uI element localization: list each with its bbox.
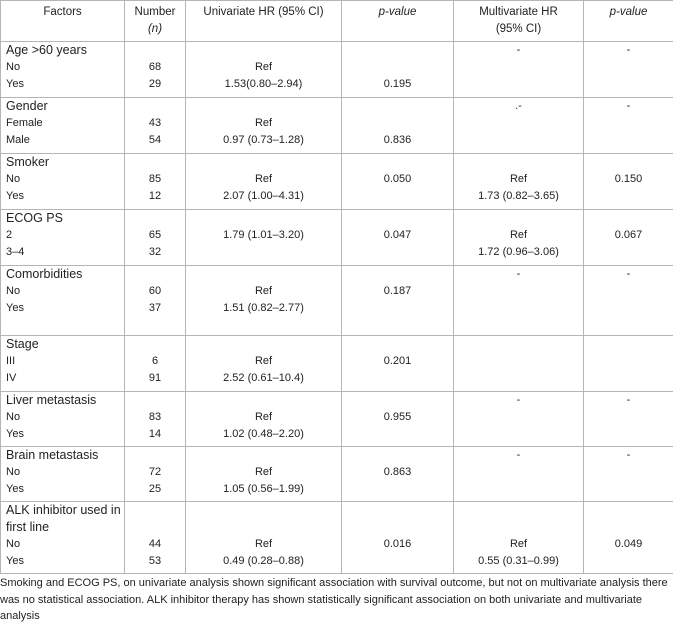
level: Yes: [6, 555, 24, 567]
factor-name: Gender: [6, 99, 48, 113]
p-value: 0.863: [383, 466, 412, 478]
hr-value: 0.49 (0.28–0.88): [223, 555, 304, 567]
pvalue-cell: [342, 98, 454, 154]
factor-name: first line: [6, 520, 50, 534]
level: Yes: [6, 428, 24, 440]
factor-cell: [1, 447, 125, 502]
factor-name: ECOG PS: [6, 211, 63, 225]
n-value: 43: [148, 117, 162, 129]
pvalue-cell: [584, 154, 673, 210]
hr-value: 1.79 (1.01–3.20): [223, 229, 304, 241]
pvalue-cell: [584, 502, 673, 574]
p-value: 0.049: [614, 538, 643, 550]
p-value: 0.047: [383, 229, 412, 241]
factor-name: Comorbidities: [6, 267, 83, 281]
p-value: 0.016: [383, 538, 412, 550]
level: Yes: [6, 483, 24, 495]
hr-value: .-: [515, 100, 522, 112]
pvalue-cell: [342, 154, 454, 210]
level: Yes: [6, 190, 24, 202]
n-value: 65: [148, 229, 162, 241]
hr-value: 2.52 (0.61–10.4): [223, 372, 304, 384]
univariate-cell: [186, 392, 342, 447]
header-number: [125, 1, 186, 42]
level: No: [6, 61, 21, 73]
hr-value: Ref: [509, 173, 528, 185]
n-value: 54: [148, 134, 162, 146]
hr-value: Ref: [254, 61, 273, 73]
p-value: 0.836: [383, 134, 412, 146]
factor-cell: [1, 392, 125, 447]
pvalue-cell: [584, 98, 673, 154]
univariate-cell: [186, 98, 342, 154]
header-multivariate-sub: (95% CI): [495, 23, 542, 35]
factor-cell: [1, 98, 125, 154]
n-value: 85: [148, 173, 162, 185]
table-row: [1, 154, 673, 210]
header-pvalue-2: [584, 1, 673, 42]
level: IV: [6, 372, 17, 384]
hr-value: Ref: [509, 538, 528, 550]
header-row: [1, 1, 673, 42]
factor-cell: [1, 210, 125, 266]
p-value: 0.050: [383, 173, 412, 185]
level: 2: [6, 229, 13, 241]
factor-cell: [1, 42, 125, 98]
univariate-cell: [186, 447, 342, 502]
hr-value: Ref: [254, 285, 273, 297]
multivariate-cell: [454, 154, 584, 210]
n-value: 25: [148, 483, 162, 495]
univariate-cell: [186, 266, 342, 336]
multivariate-cell: [454, 392, 584, 447]
pvalue-cell: [584, 266, 673, 336]
hr-value: Ref: [254, 173, 273, 185]
number-cell: [125, 266, 186, 336]
univariate-cell: [186, 154, 342, 210]
hr-value: Ref: [254, 411, 273, 423]
hr-value: 1.05 (0.56–1.99): [223, 483, 304, 495]
pvalue-cell: [342, 336, 454, 392]
number-cell: [125, 98, 186, 154]
number-cell: [125, 154, 186, 210]
table-row: [1, 98, 673, 154]
table-footnote: Smoking and ECOG PS, on univariate analysis shown significant association with survival outcome, but not on multivariate analysis there was no statistical association. ALK inhibitor therapy has shown statistically significant association on both univariate and multivariate analysis: [0, 577, 668, 622]
level: Female: [6, 117, 43, 129]
hr-value: 1.53(0.80–2.94): [224, 78, 303, 90]
number-cell: [125, 42, 186, 98]
factor-name: Age >60 years: [6, 43, 87, 57]
table-row: [1, 336, 673, 392]
multivariate-cell: [454, 266, 584, 336]
n-value: 91: [148, 372, 162, 384]
n-value: 29: [148, 78, 162, 90]
p-value: -: [626, 44, 631, 56]
n-value: 6: [151, 355, 159, 367]
n-value: 68: [148, 61, 162, 73]
table-row: [1, 266, 673, 336]
pvalue-cell: [584, 392, 673, 447]
hr-value: 1.72 (0.96–3.06): [478, 246, 559, 258]
level: No: [6, 173, 21, 185]
factor-cell: [1, 336, 125, 392]
univariate-cell: [186, 502, 342, 574]
n-value: 83: [148, 411, 162, 423]
header-univariate: [186, 1, 342, 42]
hr-value: 2.07 (1.00–4.31): [223, 190, 304, 202]
header-multivariate: [454, 1, 584, 42]
factor-name: Smoker: [6, 155, 50, 169]
level: No: [6, 285, 21, 297]
table-row: [1, 447, 673, 502]
p-value: -: [626, 449, 631, 461]
multivariate-cell: [454, 502, 584, 574]
pvalue-cell: [342, 447, 454, 502]
level: Yes: [6, 302, 24, 314]
factor-cell: [1, 154, 125, 210]
p-value: 0.201: [383, 355, 412, 367]
level: No: [6, 411, 21, 423]
factor-cell: [1, 502, 125, 574]
hr-value: -: [516, 449, 521, 461]
hr-value: -: [516, 394, 521, 406]
header-univariate-text: Univariate HR (95% CI): [203, 6, 324, 18]
header-pvalue-1-text: p-value: [378, 6, 417, 18]
p-value: 0.195: [383, 78, 412, 90]
level: No: [6, 538, 21, 550]
pvalue-cell: [584, 42, 673, 98]
univariate-cell: [186, 42, 342, 98]
header-factors-text: Factors: [43, 6, 82, 18]
n-value: 32: [148, 246, 162, 258]
pvalue-cell: [342, 210, 454, 266]
multivariate-cell: [454, 210, 584, 266]
number-cell: [125, 502, 186, 574]
pvalue-cell: [342, 392, 454, 447]
header-pvalue-2-text: p-value: [609, 6, 648, 18]
p-value: 0.150: [614, 173, 643, 185]
multivariate-cell: [454, 336, 584, 392]
header-pvalue-1: [342, 1, 454, 42]
level: No: [6, 466, 21, 478]
level: 3–4: [6, 246, 25, 258]
pvalue-cell: [584, 336, 673, 392]
p-value: -: [626, 394, 631, 406]
multivariate-cell: [454, 42, 584, 98]
hr-value: 1.51 (0.82–2.77): [223, 302, 304, 314]
header-number-sub: (n): [147, 23, 163, 35]
level: III: [6, 355, 16, 367]
n-value: 72: [148, 466, 162, 478]
p-value: -: [626, 100, 631, 112]
hr-value: Ref: [254, 538, 273, 550]
n-value: 12: [148, 190, 162, 202]
pvalue-cell: [342, 266, 454, 336]
level: Yes: [6, 78, 24, 90]
p-value: 0.955: [383, 411, 412, 423]
hr-value: 1.73 (0.82–3.65): [478, 190, 559, 202]
hr-value: 0.97 (0.73–1.28): [223, 134, 304, 146]
number-cell: [125, 392, 186, 447]
univariate-cell: [186, 210, 342, 266]
table-row: [1, 210, 673, 266]
hr-value: -: [516, 268, 521, 280]
n-value: 44: [148, 538, 162, 550]
hr-value: 1.02 (0.48–2.20): [223, 428, 304, 440]
n-value: 37: [148, 302, 162, 314]
header-multivariate-text: Multivariate HR: [479, 6, 558, 18]
hr-value: -: [516, 44, 521, 56]
level: Male: [6, 134, 30, 146]
pvalue-cell: [584, 210, 673, 266]
n-value: 14: [148, 428, 162, 440]
multivariate-cell: [454, 98, 584, 154]
factor-name: Stage: [6, 337, 39, 351]
p-value: 0.187: [383, 285, 412, 297]
hr-value: Ref: [254, 117, 273, 129]
header-factors: [1, 1, 125, 42]
factor-name: Liver metastasis: [6, 393, 97, 407]
factor-cell: [1, 266, 125, 336]
number-cell: [125, 336, 186, 392]
factor-name: Brain metastasis: [6, 448, 99, 462]
multivariate-cell: [454, 447, 584, 502]
univariate-cell: [186, 336, 342, 392]
number-cell: [125, 210, 186, 266]
table-row: [1, 502, 673, 574]
hr-value: Ref: [509, 229, 528, 241]
p-value: 0.067: [614, 229, 643, 241]
hr-value: 0.55 (0.31–0.99): [478, 555, 559, 567]
number-cell: [125, 447, 186, 502]
table-row: [1, 42, 673, 98]
pvalue-cell: [584, 447, 673, 502]
pvalue-cell: [342, 502, 454, 574]
p-value: -: [626, 268, 631, 280]
table-row: [1, 392, 673, 447]
header-number-text: Number: [134, 6, 176, 18]
factor-name: ALK inhibitor used in: [6, 503, 121, 517]
n-value: 60: [148, 285, 162, 297]
hr-value: Ref: [254, 355, 273, 367]
pvalue-cell: [342, 42, 454, 98]
n-value: 53: [148, 555, 162, 567]
hr-value: Ref: [254, 466, 273, 478]
